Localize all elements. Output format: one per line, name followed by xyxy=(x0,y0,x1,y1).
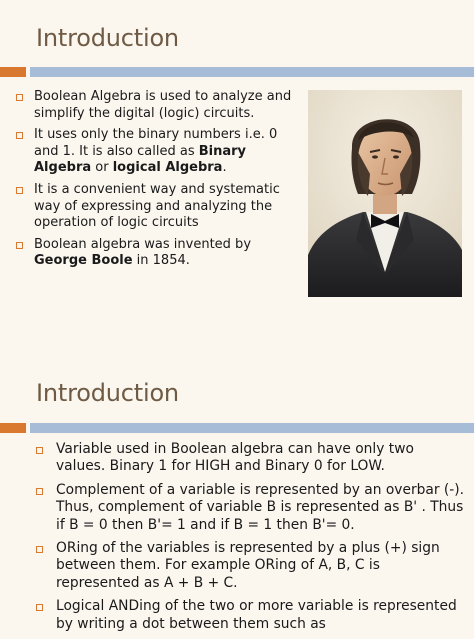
bullet-text: Variable used in Boolean algebra can have only two values. Binary 1 for HIGH and Binary 0 for LOW. xyxy=(56,441,414,475)
bullet-list xyxy=(36,441,466,639)
title-rule-bar xyxy=(30,67,474,77)
bullet-text: Boolean Algebra is used to analyze and simplify the digital (logic) circuits. xyxy=(34,89,292,121)
bullet-item xyxy=(36,598,466,633)
bullet-text: or xyxy=(91,160,113,176)
title-rule-accent xyxy=(0,423,26,433)
bullet-item xyxy=(16,182,294,232)
bullet-text: Logical ANDing of the two or more variable is represented by writing a dot between them such as xyxy=(56,598,457,632)
square-bullet-icon xyxy=(36,447,43,454)
square-bullet-icon xyxy=(16,94,23,101)
bullet-item xyxy=(36,441,466,476)
bullet-text: in 1854. xyxy=(132,253,190,269)
bullet-item xyxy=(16,89,294,122)
portrait-george-boole-icon xyxy=(308,90,462,297)
square-bullet-icon xyxy=(36,546,43,553)
square-bullet-icon xyxy=(16,242,23,249)
square-bullet-icon xyxy=(16,132,23,139)
portrait-image xyxy=(308,90,462,297)
square-bullet-icon xyxy=(36,488,43,495)
bold-term: Binary Algebra xyxy=(34,143,247,176)
slide-2 xyxy=(0,355,474,632)
square-bullet-icon xyxy=(16,187,23,194)
bold-term: logical Algebra xyxy=(112,160,223,176)
bullet-item xyxy=(36,540,466,592)
bold-term: George Boole xyxy=(34,253,133,269)
bullet-text: . xyxy=(222,160,227,176)
square-bullet-icon xyxy=(36,604,43,611)
bullet-text: Complement of a variable is represented by an overbar (-). Thus, complement of variable B is represented as B' . Thus if B = 0 then B'= 1 and if B = 1 then B'= 0. xyxy=(56,481,465,533)
title-rule-accent xyxy=(0,67,26,77)
bullet-list xyxy=(16,89,294,275)
bullet-item xyxy=(16,127,294,177)
title-rule-bar xyxy=(30,423,474,433)
bullet-text: ORing of the variables is represented by a plus (+) sign between them. For example ORing of A, B, C is represented as A + B + C. xyxy=(56,540,440,591)
bullet-item xyxy=(36,482,466,534)
bullet-text: It uses only the binary numbers i.e. 0 and 1. It is also called as xyxy=(34,127,278,159)
slide-title: Introduction xyxy=(36,379,179,407)
bullet-text: It is a convenient way and systematic way of expressing and analyzing the operation of logic circuits xyxy=(34,181,280,231)
bullet-item xyxy=(16,237,294,270)
bullet-text: Boolean algebra was invented by xyxy=(34,236,252,252)
slide-title: Introduction xyxy=(36,24,179,52)
